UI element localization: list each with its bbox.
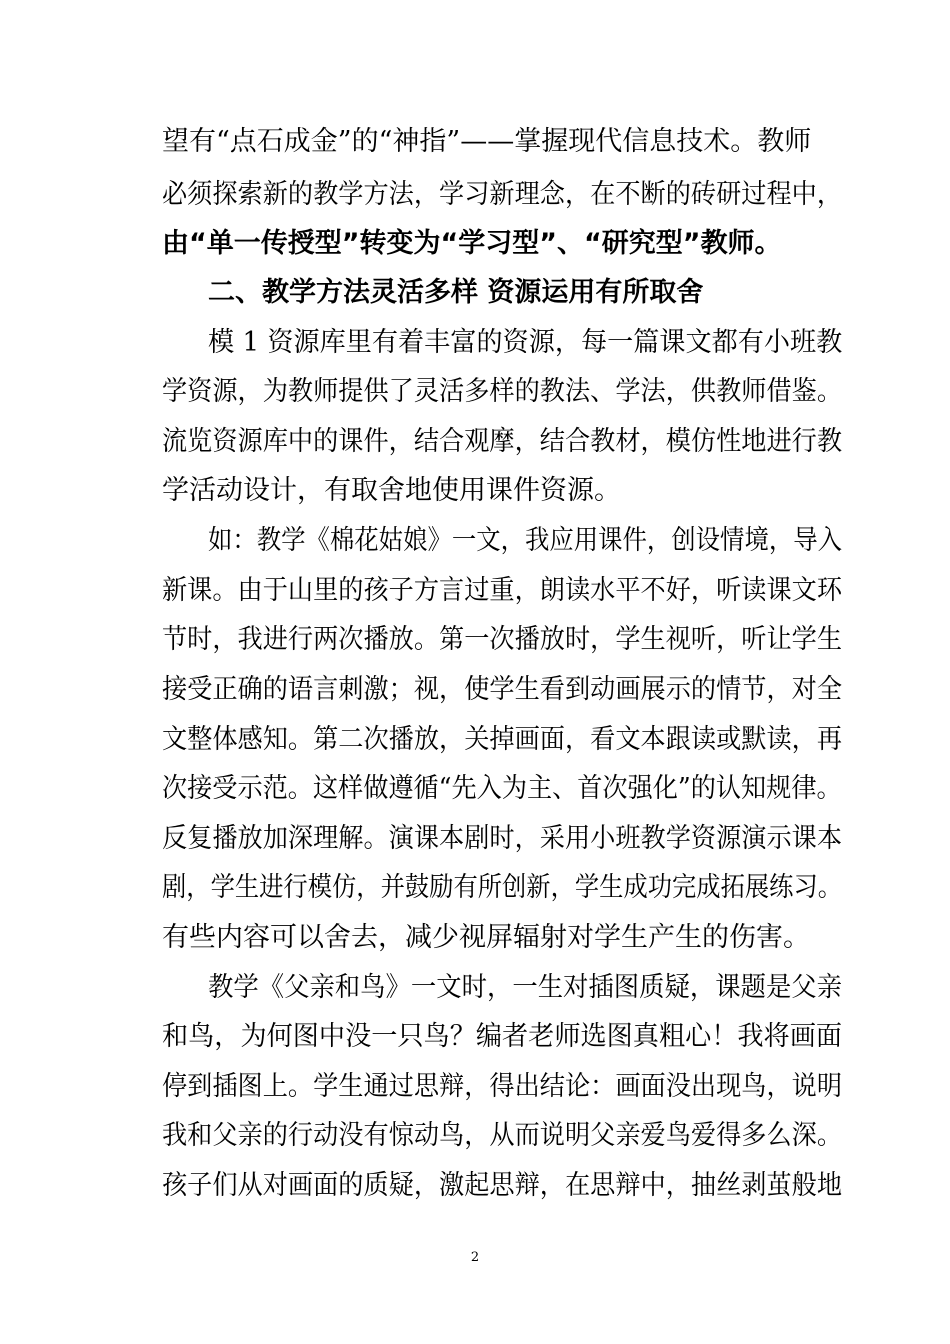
paragraph-3-line-7: 反复播放加深理解。演课本剧时，采用小班教学资源演示课本 xyxy=(162,823,843,854)
paragraph-3-line-1: 如：教学《棉花姑娘》一文，我应用课件，创设情境，导入 xyxy=(208,525,842,556)
paragraph-2-line-1: 模 1 资源库里有着丰富的资源，每一篇课文都有小班教 xyxy=(208,327,843,358)
paragraph-4-line-2: 和鸟，为何图中没一只鸟？编者老师选图真粗心！我将画面 xyxy=(162,1021,843,1052)
paragraph-3-line-4: 接受正确的语言刺激；视，使学生看到动画展示的情节，对全 xyxy=(162,674,843,705)
paragraph-3-line-9: 有些内容可以舍去，减少视屏辐射对学生产生的伤害。 xyxy=(162,922,810,953)
paragraph-4-line-5: 孩子们从对画面的质疑，激起思辩，在思辩中，抽丝剥茧般地 xyxy=(162,1170,843,1201)
paragraph-2-line-2: 学资源，为教师提供了灵活多样的教法、学法，供教师借鉴。 xyxy=(162,376,843,407)
paragraph-2-line-4: 学活动设计，有取舍地使用课件资源。 xyxy=(162,475,621,506)
paragraph-4-line-3: 停到插图上。学生通过思辩，得出结论：画面没出现鸟，说明 xyxy=(162,1071,843,1102)
page-number: 2 xyxy=(470,1250,480,1265)
paragraph-1-line-1: 望有“点石成金”的“神指”——掌握现代信息技术。教师 xyxy=(162,126,812,157)
paragraph-3-line-3: 节时，我进行两次播放。第一次播放时，学生视听，听让学生 xyxy=(162,624,843,655)
section-heading: 二、教学方法灵活多样 资源运用有所取舍 xyxy=(208,277,704,308)
paragraph-4-line-1: 教学《父亲和鸟》一文时，一生对插图质疑，课题是父亲 xyxy=(208,972,843,1003)
paragraph-3-line-5: 文整体感知。第二次播放，关掉画面，看文本跟读或默读，再 xyxy=(162,724,843,755)
paragraph-1-line-3-bold: 由“单一传授型”转变为“学习型”、“研究型”教师。 xyxy=(162,228,782,259)
paragraph-3-line-8: 剧，学生进行模仿，并鼓励有所创新，学生成功完成拓展练习。 xyxy=(162,872,843,903)
paragraph-3-line-6: 次接受示范。这样做遵循“先入为主、首次强化”的认知规律。 xyxy=(162,773,842,804)
paragraph-4-line-4: 我和父亲的行动没有惊动鸟，从而说明父亲爱鸟爱得多么深。 xyxy=(162,1120,843,1151)
paragraph-1-line-2: 必须探索新的教学方法，学习新理念，在不断的砖研过程中， xyxy=(162,179,843,210)
paragraph-3-line-2: 新课。由于山里的孩子方言过重，朗读水平不好，听读课文环 xyxy=(162,575,843,606)
paragraph-2-line-3: 流览资源库中的课件，结合观摩，结合教材，模仿性地进行教 xyxy=(162,426,843,457)
